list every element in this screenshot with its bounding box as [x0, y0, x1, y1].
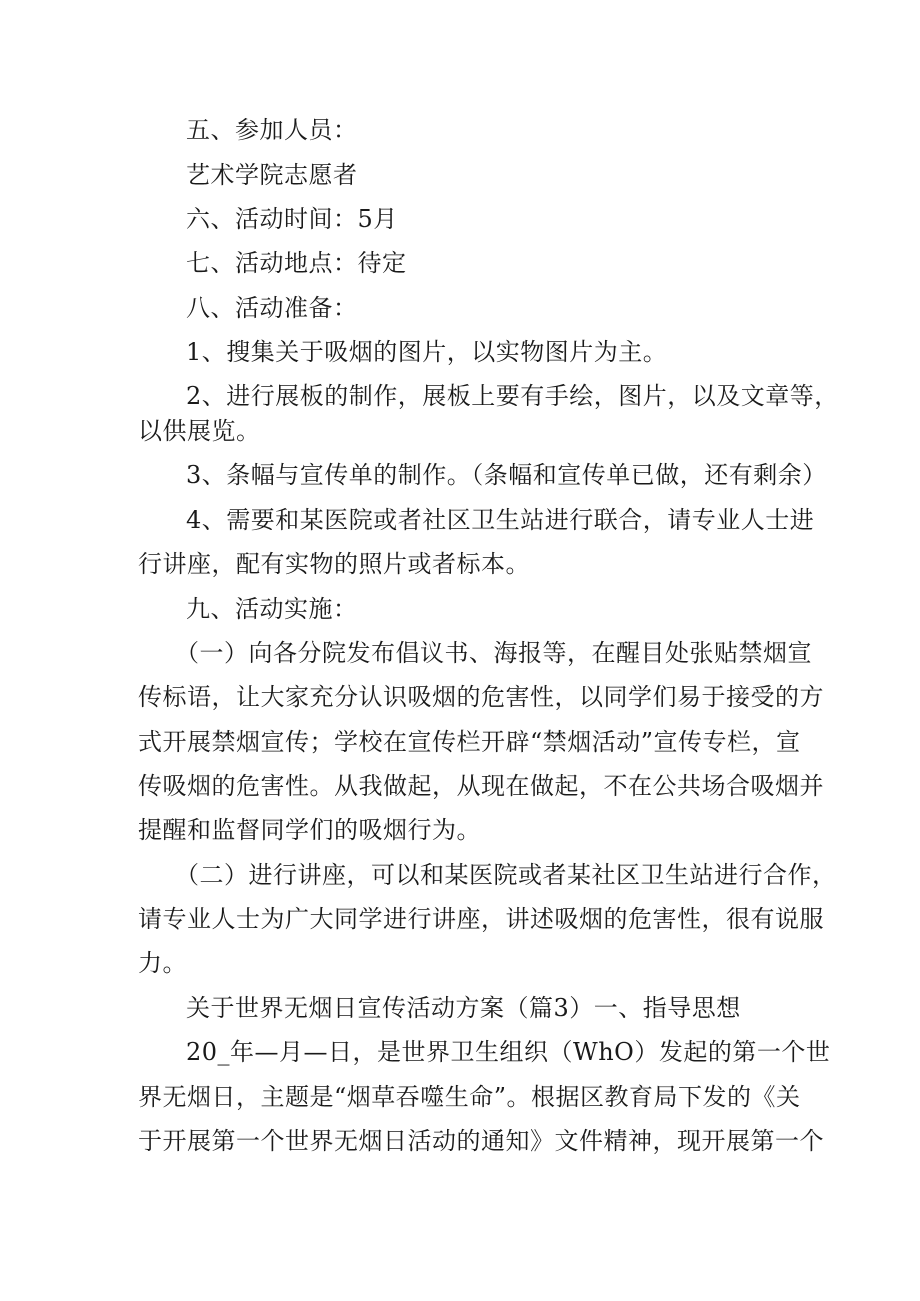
paragraph-line: （一）向各分院发布倡议书、海报等，在醒目处张贴禁烟宣 [175, 639, 812, 667]
heading-participants: 五、参加人员： [186, 116, 358, 144]
list-item-line: 4、需要和某医院或者社区卫生站进行联合，请专业人士进 [186, 506, 815, 534]
paragraph-line: 于开展第一个世界无烟日活动的通知》文件精神，现开展第一个 [138, 1127, 824, 1155]
paragraph-line: 传吸烟的危害性。从我做起，从现在做起，不在公共场合吸烟并 [138, 772, 824, 800]
section-title: 关于世界无烟日宣传活动方案（篇3）一、指导思想 [186, 994, 741, 1022]
list-item-line: 行讲座，配有实物的照片或者标本。 [138, 550, 530, 578]
list-item-line: 以供展览。 [138, 417, 261, 445]
heading-activity-implementation: 九、活动实施： [186, 595, 358, 623]
list-item-line: 2、进行展板的制作，展板上要有手绘，图片，以及文章等， [186, 382, 839, 410]
list-item-line: 3、条幅与宣传单的制作。（条幅和宣传单已做，还有剩余） [186, 461, 827, 489]
paragraph-line: 式开展禁烟宣传；学校在宣传栏开辟“禁烟活动”宣传专栏，宣 [138, 728, 801, 756]
list-item-line: 1、搜集关于吸烟的图片，以实物图片为主。 [186, 338, 668, 366]
paragraph-line: 请专业人士为广大同学进行讲座，讲述吸烟的危害性，很有说服 [138, 905, 824, 933]
paragraph-line: 艺术学院志愿者 [186, 161, 358, 189]
paragraph-line: 20_年—月—日，是世界卫生组织（WhO）发起的第一个世 [186, 1038, 831, 1066]
paragraph-line: 传标语，让大家充分认识吸烟的危害性，以同学们易于接受的方 [138, 683, 824, 711]
paragraph-line: （二）进行讲座，可以和某医院或者某社区卫生站进行合作， [175, 861, 837, 889]
paragraph-line: 提醒和监督同学们的吸烟行为。 [138, 816, 481, 844]
heading-activity-preparation: 八、活动准备： [186, 294, 358, 322]
heading-activity-location: 七、活动地点：待定 [186, 249, 407, 277]
paragraph-line: 力。 [138, 949, 187, 977]
heading-activity-time: 六、活动时间：5月 [186, 205, 398, 233]
paragraph-line: 界无烟日，主题是“烟草吞噬生命”。根据区教育局下发的《关 [138, 1083, 801, 1111]
